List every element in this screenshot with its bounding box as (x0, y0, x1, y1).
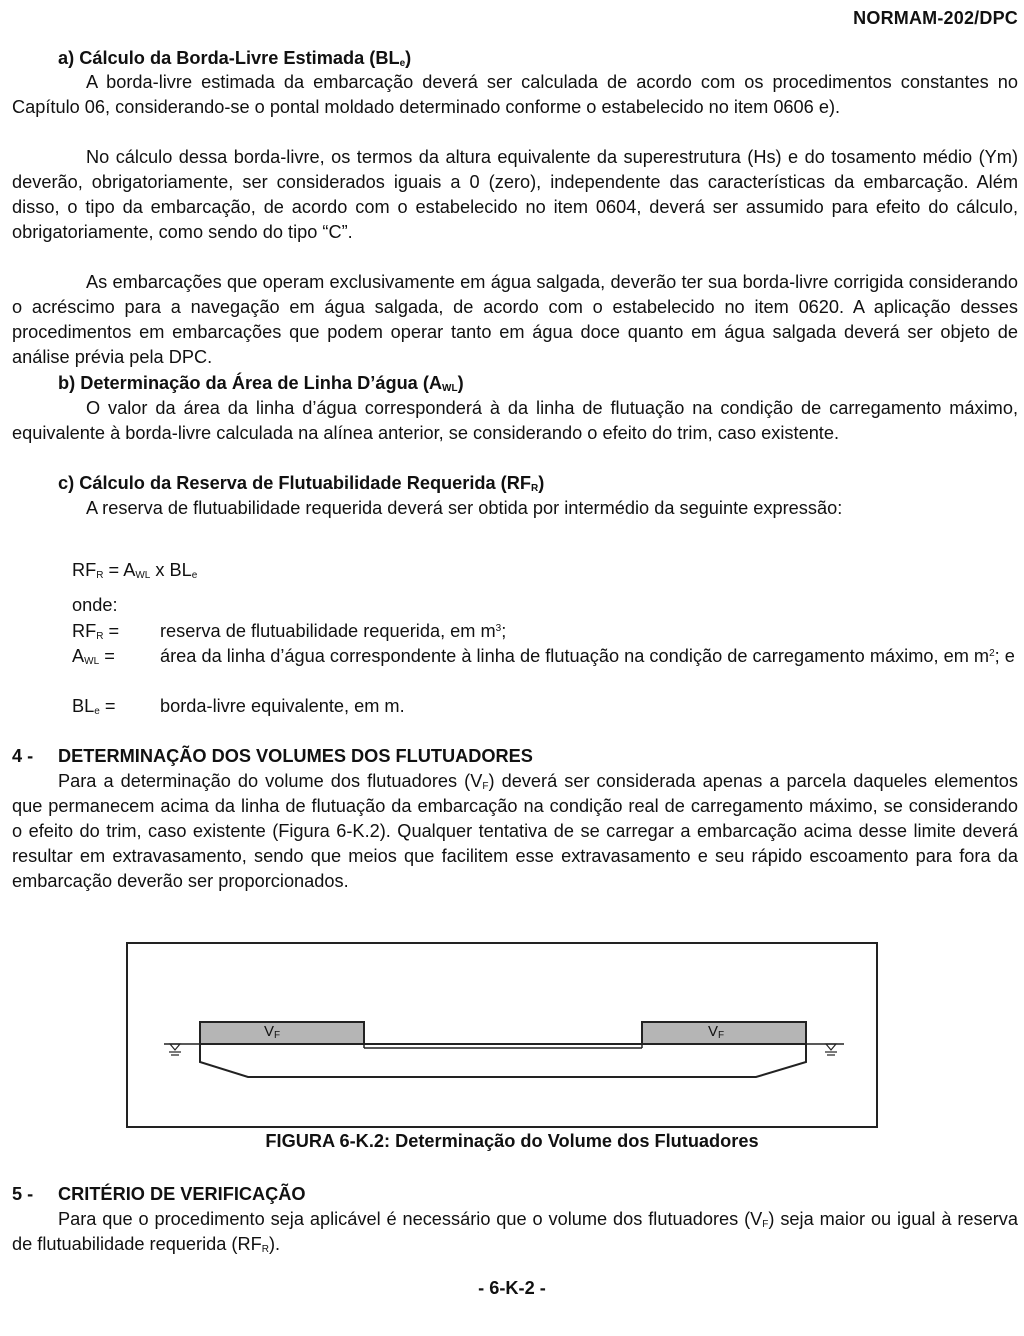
waterline-symbol-right (825, 1044, 837, 1055)
section-4-title: DETERMINAÇÃO DOS VOLUMES DOS FLUTUADORES (58, 746, 533, 766)
left-floater (200, 1022, 364, 1044)
section-a-paragraph-2: No cálculo dessa borda-livre, os termos da altura equivalente da superestrutura (Hs) e do tosamento médio (Ym) deverão, obrigatoriamente, ser considerados iguais a 0 (zero), independente das características da embarcação. Além disso, o tipo da embarcação, de acordo com o estabelecido no item 0604, deverá ser assumido para efeito do cálculo, obrigatoriamente, como sendo do tipo “C”. (12, 147, 1018, 242)
definition-desc-rf: reserva de flutuabilidade requerida, em $m^3$; (160, 621, 507, 641)
figure-6-k-2 (126, 942, 878, 1128)
section-a-paragraph-1: A borda-livre estimada da embarcação deverá ser calculada de acordo com os procedimentos constantes no Capítulo 06, considerando-se o pontal moldado determinado conforme o estabelecido no item 0606 e). (12, 72, 1018, 117)
right-floater-label: $V_F$ (708, 1023, 725, 1041)
definition-term-ble: $BL_e$ = (72, 696, 116, 717)
definition-term-awl: $A_{WL}$ = (72, 646, 115, 667)
page-header: NORMAM-202/DPC (853, 8, 1018, 28)
left-floater-label: $V_F$ (264, 1023, 281, 1041)
section-5-number: 5 - (12, 1184, 34, 1204)
formula: $RF_R = A_{WL}$ x $BL_e$ (72, 560, 198, 581)
definition-desc-awl: área da linha d’água correspondente à linha de flutuação na condição de carregamento máximo, em $m^2$; e (160, 646, 1015, 666)
waterline-symbol-left (169, 1044, 181, 1055)
section-4-number: 4 - (12, 746, 34, 766)
floaters-diagram (128, 944, 876, 1126)
section-4-paragraph: Para a determinação do volume dos flutuadores $(V_F)$ deverá ser considerada apenas a parcela daqueles elementos que permanecem acima da linha de flutuação da embarcação na condição real de carregamento máximo, se considerando o efeito do trim, caso existente (Figura 6-K.2). Qualquer tentativa de se carregar a embarcação acima desse limite deverá resultar em extravasamento, sendo que meios que facilitem esse extravasamento e seu rápido escoamento para fora da embarcação deverão ser proporcionados. (12, 771, 1018, 891)
definition-desc-ble: borda-livre equivalente, em m. (160, 696, 405, 716)
section-a-paragraph-3: As embarcações que operam exclusivamente em água salgada, deverão ter sua borda-livre corrigida considerando o acréscimo para a navegação em água salgada, de acordo com o estabelecido no item 0620. A aplicação desses procedimentos em embarcações que podem operar tanto em água doce quanto em água salgada deverá ser objeto de análise prévia pela DPC. (12, 272, 1018, 367)
section-b-paragraph: O valor da área da linha d’água corresponderá à da linha de flutuação na condição de carregamento máximo, equivalente à borda-livre calculada na alínea anterior, se considerando o efeito do trim, caso existente. (12, 398, 1018, 443)
section-a-title: a) Cálculo da Borda-Livre Estimada $(BL_e)$ (58, 48, 412, 69)
figure-caption: FIGURA 6-K.2: Determinação do Volume dos Flutuadores (265, 1131, 759, 1151)
definition-term-rf: $RF_R$ = (72, 621, 120, 642)
hull-outline (200, 1044, 806, 1077)
section-5-title: CRITÉRIO DE VERIFICAÇÃO (58, 1184, 306, 1204)
section-c-title: c) Cálculo da Reserva de Flutuabilidade Requerida $(RF_R)$ (58, 473, 545, 494)
section-b-title: b) Determinação da Área de Linha D’água $(A_{WL})$ (58, 373, 464, 394)
section-c-paragraph: A reserva de flutuabilidade requerida deverá ser obtida por intermédio da seguinte expressão: (86, 498, 843, 518)
onde-label: onde: (72, 595, 118, 615)
section-5-paragraph: Para que o procedimento seja aplicável é necessário que o volume dos flutuadores $(V_F)$ seja maior ou igual à reserva de flutuabilidade requerida $(RF_R)$. (12, 1209, 1018, 1255)
page-number: - 6-K-2 - (478, 1278, 546, 1298)
